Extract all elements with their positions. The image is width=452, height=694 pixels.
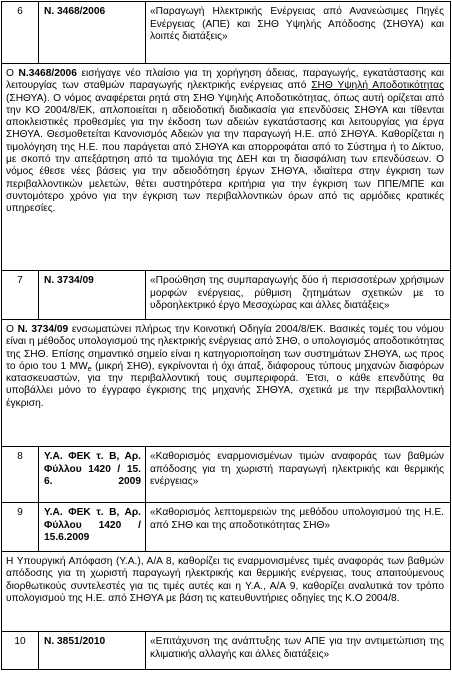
law-reference: Ν. 3468/2006: [39, 2, 146, 64]
law-description: [2, 320, 451, 447]
description-text: εισήγαγε νέο πλαίσιο για τη χορήγηση άδειας, παραγωγής, εγκατάστασης και λειτουργίας των σταθμών παραγωγής ηλεκτρικής ενέργειας από: [6, 68, 444, 92]
law-reference: Υ.Α. ΦΕΚ τ. Β, Αρ. Φύλλου 1420 / 15. 6. 2009: [39, 447, 146, 503]
unit-subscript: e: [87, 365, 92, 373]
law-title: «Καθορισμός εναρμονισμένων τιμών αναφοράς των βαθμών απόδοσης για τη χωριστή παραγωγή ηλεκτρικής και θερμικής ενέργειας»: [146, 447, 451, 503]
law-title: «Προώθηση της συμπαραγωγής δύο ή περισσοτέρων χρήσιμων μορφών ενέργειας, ρύθμιση ζητημάτων σχετικών με το υδροηλεκτρικό έργο Μεσοχώρας και άλλες διατάξεις»: [146, 271, 451, 320]
table-row: [2, 271, 451, 320]
description-law-number: Ν. 3734/09: [17, 324, 69, 335]
table-row: [2, 503, 451, 552]
table-row: [2, 2, 451, 64]
law-reference: Ν. 3851/2010: [39, 632, 146, 670]
description-underlined-term: ΣΗΘ Υψηλή Αποδοτικότητας: [311, 80, 444, 92]
row-number: 9: [2, 503, 39, 552]
description-law-number: Ν.3468/2006: [18, 68, 77, 79]
description-text: (μικρή ΣΗΘ), εγκρίνονται ή όχι άπαξ, διάφορους τύπους μηχανών διαφόρων κατασκευαστών, για την περιβαλλοντική τους συμπεριφορά. Έτσι, ο κάθε επενδύτης θα υποβάλλει μόνο το έγγραφο έγκρισης της μηχανής ΣΗΘΥΑ, σχετικά με την περιβαλλοντική έγκριση.: [6, 360, 444, 409]
law-description: Η Υπουργική Απόφαση (Υ.Α.), Α/Α 8, καθορίζει τις εναρμονισμένες τιμές αναφοράς των βαθμών απόδοσης για τη χωριστή παραγωγή ηλεκτρικής και θερμικής ενέργειας, τους απαιτούμενους διορθωτικούς συντελεστές για τις τιμές αυτές και η Υ.Α., Α/Α 9, καθορίζει αναλυτικά τον τρόπο υπολογισμού της Η.Ε. από ΣΗΘΥΑ με βάση τις κατευθυντήριες οδηγίες της Κ.Ο 2004/8.: [2, 552, 451, 632]
description-text: (ΣΗΘΥΑ). Ο νόμος αναφέρεται ρητά στη ΣΗΘ Υψηλής Αποδοτικότητας, όπως αυτή ορίζεται από την ΚΟ 2004/8/ΕΚ, απλοποιείται η αδειοδοτική διαδικασία για επενδύσεις ΣΗΘΥΑ και τίθενται αποκλειστικές προθεσμίες για την έκδοση των αδειών εγκατάστασης και λειτουργίας για έργα ΣΗΘΥΑ. Θεσμοθετείται Κανονισμός Αδειών για την παραγωγή Η.Ε. από ΣΗΘΥΑ. Καθορίζεται η τιμολόγηση της Η.Ε. που παράγεται από ΣΗΘΥΑ και απορροφάται από το Σύστημα ή το Δίκτυο, με σκοπό την απεξάρτηση από τα τιμολόγια της ΔΕΗ και τη διασφάλιση των επενδύσεων. Ο νόμος έθεσε νέες βάσεις για την αδειοδότηση έργων ΣΗΘΥΑ, ιδιαίτερα στην έγκριση των περιβαλλοντικών μελετών, θέτει αυστηρότερα κριτήρια για την έγκριση των ΠΠΕ/ΜΠΕ και συντομότερο χρόνο για την έγκριση των περιβαλλοντικών όρων από τις αρμόδιες κρατικές υπηρεσίες.: [6, 92, 444, 215]
row-number: 7: [2, 271, 39, 320]
description-row: [2, 320, 451, 447]
description-text: ενσωματώνει πλήρως την Κοινοτική Οδηγία 2004/8/ΕΚ. Βασικές τομές του νόμου είναι η μέθοδος υπολογισμού της ηλεκτρικής ενέργειας από ΣΗΘ, ο υπολογισμός αποδοτικότητας της ΣΗΘ. Επίσης σημαντικό σημείο είναι η κατηγοριοποίηση των συστημάτων ΣΗΘΥΑ, ως προς το όριο του 1 MW: [6, 324, 444, 372]
description-text: Ο: [6, 324, 18, 335]
legislation-table: [1, 1, 451, 670]
row-number: 10: [2, 632, 39, 670]
table-row: [2, 632, 451, 670]
law-reference: Υ.Α. ΦΕΚ τ. Β, Αρ. Φύλλου 1420 / 15.6.2009: [39, 503, 146, 552]
table-row: [2, 447, 451, 503]
description-row: [2, 64, 451, 271]
law-reference: Ν. 3734/09: [39, 271, 146, 320]
description-row: [2, 552, 451, 632]
row-number: 8: [2, 447, 39, 503]
description-text: Ο: [6, 68, 19, 79]
law-title: «Καθορισμός λεπτομερειών της μεθόδου υπολογισμού της Η.Ε. από ΣΗΘ και της αποδοτικότητας ΣΗΘ»: [146, 503, 451, 552]
law-title: «Παραγωγή Ηλεκτρικής Ενέργειας από Ανανεώσιμες Πηγές Ενέργειας (ΑΠΕ) και ΣΗΘ Υψηλής Απόδοσης (ΣΗΘΥΑ) και λοιπές διατάξεις»: [146, 2, 451, 64]
law-title: «Επιτάχυνση της ανάπτυξης των ΑΠΕ για την αντιμετώπιση της κλιματικής αλλαγής και άλλες διατάξεις»: [146, 632, 451, 670]
row-number: 6: [2, 2, 39, 64]
law-description: [2, 64, 451, 271]
